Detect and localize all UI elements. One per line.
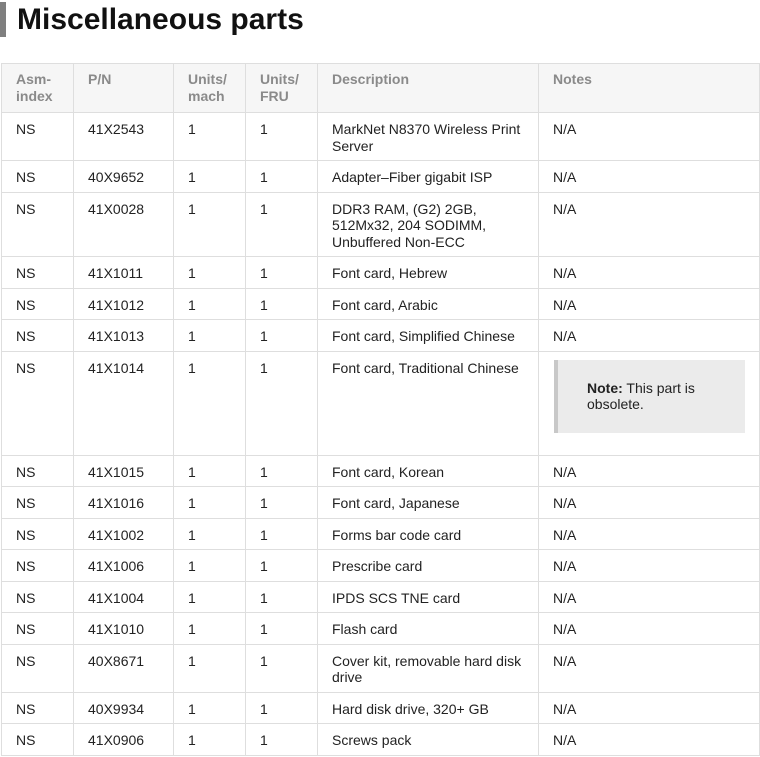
asm-index-cell: NS <box>2 455 74 487</box>
description-cell: Font card, Japanese <box>318 487 539 519</box>
units-per-fru-cell: 1 <box>246 724 318 756</box>
units-per-fru-cell: 1 <box>246 518 318 550</box>
table-row <box>2 487 760 519</box>
notes-cell: N/A <box>539 518 760 550</box>
units-per-fru-cell: 1 <box>246 550 318 582</box>
notes-cell: N/A <box>539 692 760 724</box>
asm-index-cell: NS <box>2 161 74 193</box>
asm-index-cell: NS <box>2 113 74 161</box>
units-per-machine-cell: 1 <box>174 192 246 257</box>
part-number-cell: 41X2543 <box>74 113 174 161</box>
asm-index-cell: NS <box>2 257 74 289</box>
table-header-row <box>2 64 760 113</box>
asm-index-cell: NS <box>2 320 74 352</box>
table-row <box>2 550 760 582</box>
units-per-machine-cell: 1 <box>174 724 246 756</box>
description-cell: DDR3 RAM, (G2) 2GB, 512Mx32, 204 SODIMM, Unbuffered Non-ECC <box>318 192 539 257</box>
notes-cell: N/A <box>539 644 760 692</box>
part-number-cell: 41X1011 <box>74 257 174 289</box>
notes-cell: N/A <box>539 288 760 320</box>
asm-index-cell: NS <box>2 724 74 756</box>
units-per-machine-cell: 1 <box>174 487 246 519</box>
notes-cell: N/A <box>539 581 760 613</box>
notes-cell: N/A <box>539 613 760 645</box>
description-cell: IPDS SCS TNE card <box>318 581 539 613</box>
notes-cell: N/A <box>539 455 760 487</box>
description-cell: Flash card <box>318 613 539 645</box>
part-number-cell: 41X0906 <box>74 724 174 756</box>
table-row <box>2 518 760 550</box>
units-per-fru-cell: 1 <box>246 113 318 161</box>
units-per-machine-cell: 1 <box>174 581 246 613</box>
units-per-fru-cell: 1 <box>246 455 318 487</box>
units-per-machine-cell: 1 <box>174 518 246 550</box>
part-number-cell: 41X1013 <box>74 320 174 352</box>
asm-index-cell: NS <box>2 351 74 455</box>
units-per-machine-cell: 1 <box>174 257 246 289</box>
units-per-fru-cell: 1 <box>246 288 318 320</box>
table-row <box>2 455 760 487</box>
table-row <box>2 192 760 257</box>
table-row <box>2 581 760 613</box>
notes-cell: N/A <box>539 550 760 582</box>
asm-index-cell: NS <box>2 613 74 645</box>
notes-cell: N/A <box>539 724 760 756</box>
page-title: Miscellaneous parts <box>0 2 304 37</box>
units-per-machine-cell: 1 <box>174 351 246 455</box>
table-row <box>2 613 760 645</box>
units-per-fru-cell: 1 <box>246 692 318 724</box>
column-header-pn: P/N <box>74 64 174 113</box>
units-per-machine-cell: 1 <box>174 455 246 487</box>
units-per-fru-cell: 1 <box>246 257 318 289</box>
column-header-units-fru: Units/ FRU <box>246 64 318 113</box>
note-box <box>554 360 745 433</box>
description-cell: MarkNet N8370 Wireless Print Server <box>318 113 539 161</box>
units-per-fru-cell: 1 <box>246 192 318 257</box>
asm-index-cell: NS <box>2 518 74 550</box>
table-row <box>2 724 760 756</box>
units-per-machine-cell: 1 <box>174 320 246 352</box>
asm-index-cell: NS <box>2 288 74 320</box>
column-header-notes: Notes <box>539 64 760 113</box>
units-per-machine-cell: 1 <box>174 550 246 582</box>
table-row <box>2 288 760 320</box>
units-per-fru-cell: 1 <box>246 487 318 519</box>
units-per-fru-cell: 1 <box>246 161 318 193</box>
part-number-cell: 41X1004 <box>74 581 174 613</box>
asm-index-cell: NS <box>2 550 74 582</box>
units-per-fru-cell: 1 <box>246 351 318 455</box>
parts-table <box>1 63 760 756</box>
units-per-machine-cell: 1 <box>174 644 246 692</box>
table-row <box>2 320 760 352</box>
asm-index-cell: NS <box>2 192 74 257</box>
part-number-cell: 41X1014 <box>74 351 174 455</box>
units-per-fru-cell: 1 <box>246 581 318 613</box>
units-per-fru-cell: 1 <box>246 320 318 352</box>
description-cell: Font card, Traditional Chinese <box>318 351 539 455</box>
note-label: Note: <box>587 379 623 396</box>
units-per-machine-cell: 1 <box>174 692 246 724</box>
part-number-cell: 41X1006 <box>74 550 174 582</box>
description-cell: Prescribe card <box>318 550 539 582</box>
notes-cell: N/A <box>539 113 760 161</box>
table-row <box>2 161 760 193</box>
part-number-cell: 40X9652 <box>74 161 174 193</box>
notes-cell: N/A <box>539 257 760 289</box>
part-number-cell: 40X9934 <box>74 692 174 724</box>
asm-index-cell: NS <box>2 692 74 724</box>
description-cell: Hard disk drive, 320+ GB <box>318 692 539 724</box>
units-per-machine-cell: 1 <box>174 613 246 645</box>
description-cell: Cover kit, removable hard disk drive <box>318 644 539 692</box>
note-text: This part is obsolete. <box>587 379 695 412</box>
description-cell: Font card, Hebrew <box>318 257 539 289</box>
asm-index-cell: NS <box>2 487 74 519</box>
notes-cell <box>539 351 760 455</box>
units-per-fru-cell: 1 <box>246 644 318 692</box>
table-body <box>2 113 760 756</box>
part-number-cell: 40X8671 <box>74 644 174 692</box>
table-row <box>2 644 760 692</box>
notes-cell: N/A <box>539 487 760 519</box>
asm-index-cell: NS <box>2 644 74 692</box>
column-header-units-mach: Units/ mach <box>174 64 246 113</box>
units-per-machine-cell: 1 <box>174 288 246 320</box>
column-header-asm-index: Asm- index <box>2 64 74 113</box>
table-row <box>2 351 760 455</box>
notes-cell: N/A <box>539 320 760 352</box>
description-cell: Screws pack <box>318 724 539 756</box>
description-cell: Adapter–Fiber gigabit ISP <box>318 161 539 193</box>
asm-index-cell: NS <box>2 581 74 613</box>
part-number-cell: 41X1002 <box>74 518 174 550</box>
part-number-cell: 41X0028 <box>74 192 174 257</box>
part-number-cell: 41X1012 <box>74 288 174 320</box>
table-row <box>2 692 760 724</box>
units-per-fru-cell: 1 <box>246 613 318 645</box>
description-cell: Font card, Arabic <box>318 288 539 320</box>
description-cell: Font card, Korean <box>318 455 539 487</box>
table-row <box>2 113 760 161</box>
notes-cell: N/A <box>539 192 760 257</box>
units-per-machine-cell: 1 <box>174 113 246 161</box>
description-cell: Forms bar code card <box>318 518 539 550</box>
part-number-cell: 41X1016 <box>74 487 174 519</box>
table-row <box>2 257 760 289</box>
units-per-machine-cell: 1 <box>174 161 246 193</box>
part-number-cell: 41X1015 <box>74 455 174 487</box>
notes-cell: N/A <box>539 161 760 193</box>
column-header-description: Description <box>318 64 539 113</box>
description-cell: Font card, Simplified Chinese <box>318 320 539 352</box>
part-number-cell: 41X1010 <box>74 613 174 645</box>
